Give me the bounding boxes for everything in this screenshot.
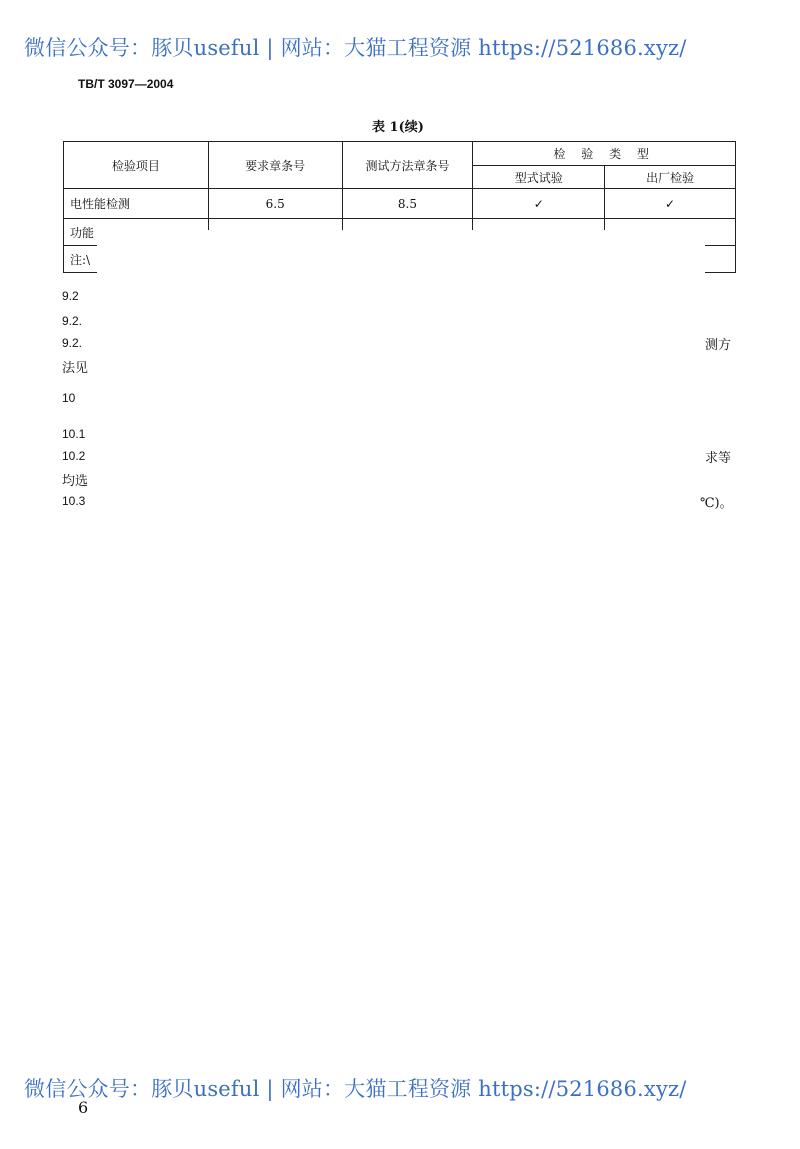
- clause-number: 9.2: [62, 289, 79, 303]
- header-req: 要求章条号: [208, 142, 342, 189]
- text-fragment: 测方: [705, 338, 732, 353]
- clause-number: 9.2.: [62, 314, 83, 328]
- clause-number: 10.2: [62, 449, 86, 463]
- clause-number: 10.1: [62, 427, 86, 441]
- header-item: 检验项目: [64, 142, 209, 189]
- cell-req: 6.5: [208, 189, 342, 219]
- text-fragment: 法见: [62, 361, 89, 376]
- table-note: 注:\: [64, 246, 736, 273]
- header-method: 测试方法章条号: [342, 142, 473, 189]
- cell-item: 功能: [64, 219, 209, 246]
- clause-number: 9.2.: [62, 336, 83, 350]
- cell-item: 电性能检测: [64, 189, 209, 219]
- header-type-test: 型式试验: [473, 166, 605, 189]
- text-fragment: 求等: [705, 451, 732, 466]
- table-row: [64, 189, 736, 219]
- cell-factory: ✓: [605, 189, 736, 219]
- clause-number: 10.3: [62, 494, 86, 508]
- cell-method: 8.5: [342, 189, 473, 219]
- cell-type-test: ✓: [473, 189, 605, 219]
- page-number: 6: [78, 1098, 89, 1117]
- header-type: 检 验 类 型: [473, 142, 736, 166]
- redaction-overlay: [705, 230, 735, 243]
- text-fragment: ℃)。: [700, 496, 733, 511]
- header-factory: 出厂检验: [605, 166, 736, 189]
- watermark-top: 微信公众号：豚贝useful | 网站：大猫工程资源 https://521686.xyz/: [24, 36, 687, 60]
- watermark-bottom: 微信公众号：豚贝useful | 网站：大猫工程资源 https://521686.xyz/: [24, 1077, 687, 1101]
- text-fragment: 均选: [62, 474, 89, 489]
- redaction-overlay: [97, 230, 705, 520]
- clause-number: 10: [62, 391, 76, 405]
- standard-number: TB/T 3097—2004: [78, 77, 174, 91]
- table-caption: 表 1(续): [372, 120, 424, 135]
